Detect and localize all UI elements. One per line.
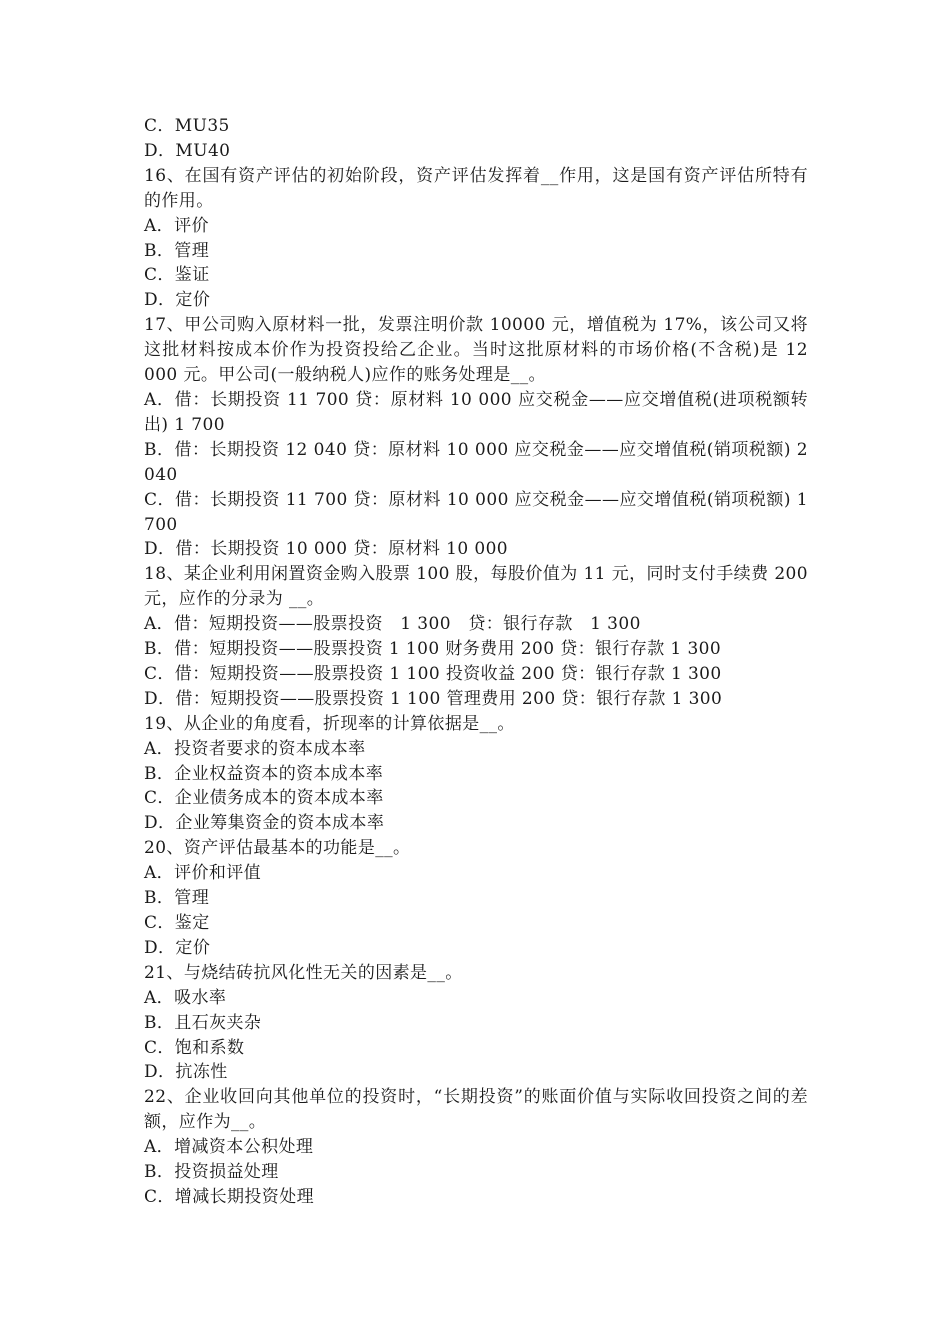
option-line: B．且石灰夹杂 bbox=[144, 1012, 262, 1033]
option-line: A．借：短期投资——股票投资 1 300 贷：银行存款 1 300 bbox=[144, 614, 641, 635]
question-19: 19、从企业的角度看，折现率的计算依据是__。 bbox=[144, 713, 515, 734]
question-17: 17、甲公司购入原材料一批，发票注明价款 10000 元，增值税为 17%，该公司又将这批材料按成本价作为投资投给乙企业。当时这批原材料的市场价格(不含税)是 12 000 元。甲公司(一般纳税人)应作的账务处理是__。 bbox=[144, 315, 808, 386]
option-line: C．借：长期投资 11 700 贷：原材料 10 000 应交税金——应交增值税(销项税额) 1 700 bbox=[144, 489, 808, 535]
option-line: C．企业债务成本的资本成本率 bbox=[144, 788, 384, 809]
option-line: C．鉴定 bbox=[144, 913, 210, 933]
option-line: B．管理 bbox=[144, 240, 210, 261]
question-22: 22、企业收回向其他单位的投资时，“长期投资”的账面价值与实际收回投资之间的差额，应作为__。 bbox=[144, 1087, 808, 1133]
option-line: A．评价 bbox=[144, 215, 209, 236]
option-line: D．抗冻性 bbox=[144, 1062, 228, 1083]
question-16: 16、在国有资产评估的初始阶段，资产评估发挥着__作用，这是国有资产评估所特有的作用。 bbox=[144, 165, 808, 211]
option-line: C．鉴证 bbox=[144, 265, 210, 286]
option-line: D．定价 bbox=[144, 290, 211, 311]
question-21: 21、与烧结砖抗风化性无关的因素是__。 bbox=[144, 962, 463, 983]
option-line: C．MU35 bbox=[144, 116, 230, 136]
option-line: D．定价 bbox=[144, 937, 211, 958]
option-line: D．MU40 bbox=[144, 140, 231, 161]
option-line: A．增减资本公积处理 bbox=[144, 1137, 314, 1158]
option-line: A．借：长期投资 11 700 贷：原材料 10 000 应交税金——应交增值税(进项税额转出) 1 700 bbox=[144, 389, 808, 435]
option-line: C．增减长期投资处理 bbox=[144, 1186, 315, 1207]
option-line: A．评价和评值 bbox=[144, 863, 262, 884]
option-line: B．企业权益资本的资本成本率 bbox=[144, 763, 384, 784]
option-line: B．借：长期投资 12 040 贷：原材料 10 000 应交税金——应交增值税(销项税额) 2 040 bbox=[144, 439, 808, 485]
option-line: D．企业筹集资金的资本成本率 bbox=[144, 813, 385, 834]
option-line: A．吸水率 bbox=[144, 987, 227, 1008]
question-20: 20、资产评估最基本的功能是__。 bbox=[144, 838, 411, 859]
option-line: C．饱和系数 bbox=[144, 1037, 245, 1058]
option-line: B．借：短期投资——股票投资 1 100 财务费用 200 贷：银行存款 1 300 bbox=[144, 639, 722, 660]
option-line: D．借：长期投资 10 000 贷：原材料 10 000 bbox=[144, 539, 509, 560]
question-18: 18、某企业利用闲置资金购入股票 100 股，每股价值为 11 元，同时支付手续费 200 元，应作的分录为 __。 bbox=[144, 564, 808, 610]
document-body bbox=[144, 114, 808, 1210]
option-line: D．借：短期投资——股票投资 1 100 管理费用 200 贷：银行存款 1 300 bbox=[144, 688, 723, 709]
option-line: C．借：短期投资——股票投资 1 100 投资收益 200 贷：银行存款 1 300 bbox=[144, 663, 722, 684]
option-line: A．投资者要求的资本成本率 bbox=[144, 738, 366, 759]
option-line: B．投资损益处理 bbox=[144, 1162, 279, 1183]
option-line: B．管理 bbox=[144, 888, 210, 909]
